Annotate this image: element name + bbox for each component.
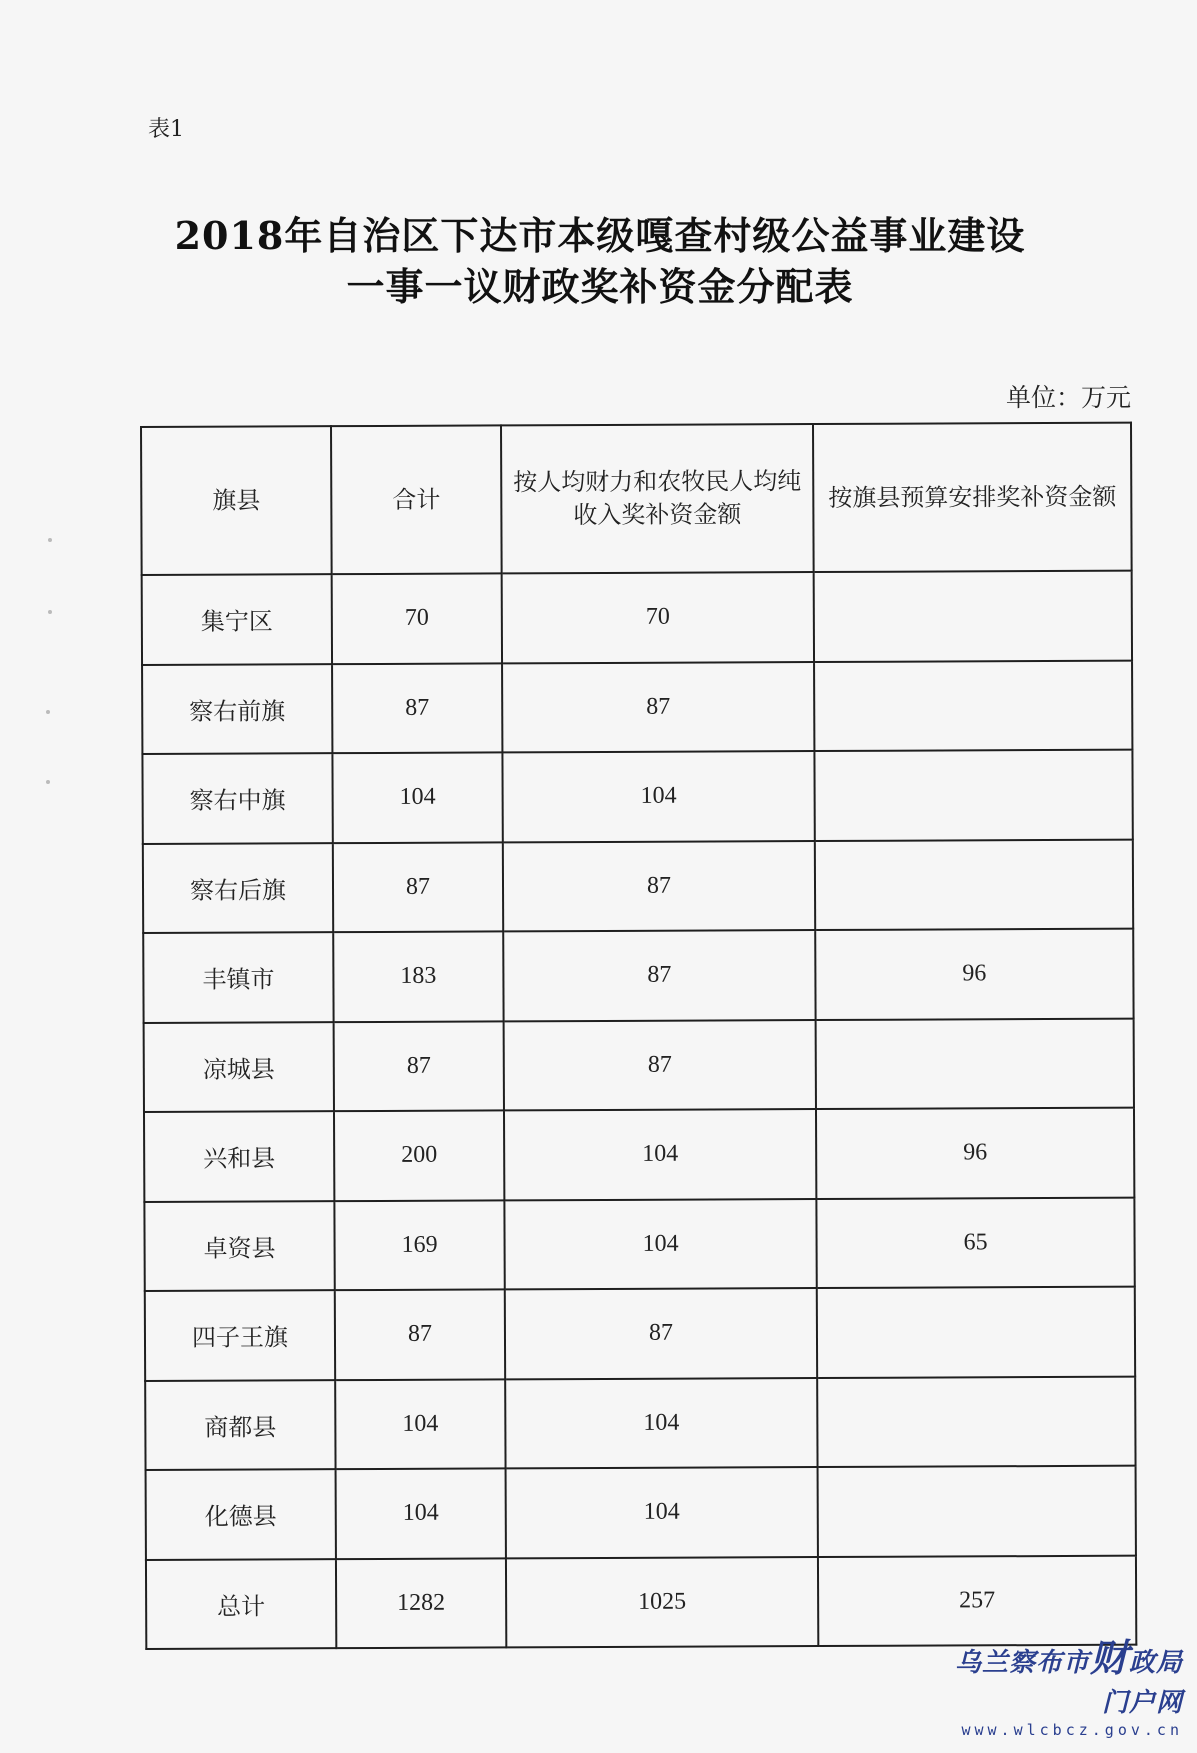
header-income-based: 按人均财力和农牧民人均纯收入奖补资金额: [501, 424, 814, 573]
county-name: 卓资县: [144, 1201, 334, 1291]
income-based-amount: 87: [503, 930, 815, 1021]
budget-based-amount: [814, 571, 1132, 662]
total-amount: 87: [332, 663, 502, 753]
county-name: 察右前旗: [142, 664, 332, 754]
total-amount: 200: [334, 1110, 504, 1200]
table-row: [142, 660, 1132, 754]
site-watermark: [943, 1627, 1183, 1739]
summary-total: 1282: [336, 1558, 506, 1648]
document-title-line-1: 2018年自治区下达市本级嘎查村级公益事业建设: [174, 213, 1026, 258]
total-amount: 104: [332, 752, 502, 842]
unit-label: 单位：万元: [1005, 383, 1131, 412]
county-name: 四子王旗: [145, 1290, 335, 1380]
summary-label: 总计: [146, 1559, 336, 1649]
budget-based-amount: 96: [816, 1108, 1134, 1199]
header-county: 旗县: [141, 426, 332, 575]
document-title-line-2: 一事一议财政奖补资金分配表: [346, 264, 854, 309]
county-name: 商都县: [145, 1380, 335, 1470]
scan-speck: [46, 780, 50, 784]
county-name: 察右后旗: [143, 843, 333, 933]
income-based-amount: 104: [502, 751, 814, 842]
header-total: 合计: [331, 425, 502, 574]
table-row: [144, 1197, 1134, 1291]
budget-based-amount: [817, 1376, 1135, 1467]
income-based-amount: 104: [504, 1109, 816, 1200]
table-row: [144, 1108, 1134, 1202]
county-name: 丰镇市: [143, 932, 333, 1022]
watermark-prefix: 乌兰察布市: [954, 1648, 1090, 1678]
total-amount: 183: [333, 931, 503, 1021]
budget-based-amount: [814, 660, 1132, 751]
income-based-amount: 87: [503, 841, 815, 932]
income-based-amount: 70: [502, 572, 814, 663]
scan-speck: [48, 538, 52, 542]
allocation-table: [140, 422, 1137, 1650]
budget-based-amount: [817, 1287, 1135, 1378]
total-amount: 70: [332, 573, 502, 663]
income-based-amount: 104: [506, 1467, 818, 1558]
scan-speck: [46, 710, 50, 714]
watermark-emphasis: 财: [1089, 1636, 1129, 1680]
budget-based-amount: 65: [816, 1197, 1134, 1288]
county-name: 集宁区: [142, 574, 332, 664]
total-amount: 87: [335, 1289, 505, 1379]
income-based-amount: 87: [505, 1288, 817, 1379]
table-row: [143, 839, 1133, 933]
county-name: 凉城县: [144, 1022, 334, 1112]
county-name: 兴和县: [144, 1111, 334, 1201]
total-amount: 104: [335, 1379, 505, 1469]
budget-based-amount: [818, 1466, 1136, 1557]
watermark-site-name: [943, 1627, 1183, 1719]
budget-based-amount: 96: [815, 929, 1133, 1020]
table-row: [144, 1018, 1134, 1112]
table-row: [145, 1376, 1135, 1470]
county-name: 察右中旗: [142, 753, 332, 843]
watermark-url: www.wlcbcz.gov.cn: [961, 1721, 1183, 1739]
table-row: [142, 750, 1132, 844]
summary-budget-based: 257: [818, 1555, 1136, 1646]
income-based-amount: 87: [502, 662, 814, 753]
header-budget-based: 按旗县预算安排奖补资金额: [813, 423, 1132, 572]
scan-speck: [48, 610, 52, 614]
table-row: [142, 571, 1132, 665]
total-amount: 87: [334, 1021, 504, 1111]
budget-based-amount: [814, 750, 1132, 841]
budget-based-amount: [816, 1018, 1134, 1109]
total-amount: 169: [334, 1200, 504, 1290]
watermark-suffix: 政局门户网: [1101, 1648, 1183, 1718]
table-label: 表1: [148, 117, 184, 142]
summary-income-based: 1025: [506, 1557, 818, 1648]
total-amount: 87: [333, 842, 503, 932]
income-based-amount: 104: [505, 1378, 817, 1469]
income-based-amount: 104: [504, 1199, 816, 1290]
total-amount: 104: [336, 1468, 506, 1558]
income-based-amount: 87: [504, 1020, 816, 1111]
budget-based-amount: [815, 839, 1133, 930]
table-row: [145, 1287, 1135, 1381]
county-name: 化德县: [146, 1469, 336, 1559]
table-header-row: [141, 423, 1132, 575]
table-row: [143, 929, 1133, 1023]
table-row: [146, 1466, 1136, 1560]
